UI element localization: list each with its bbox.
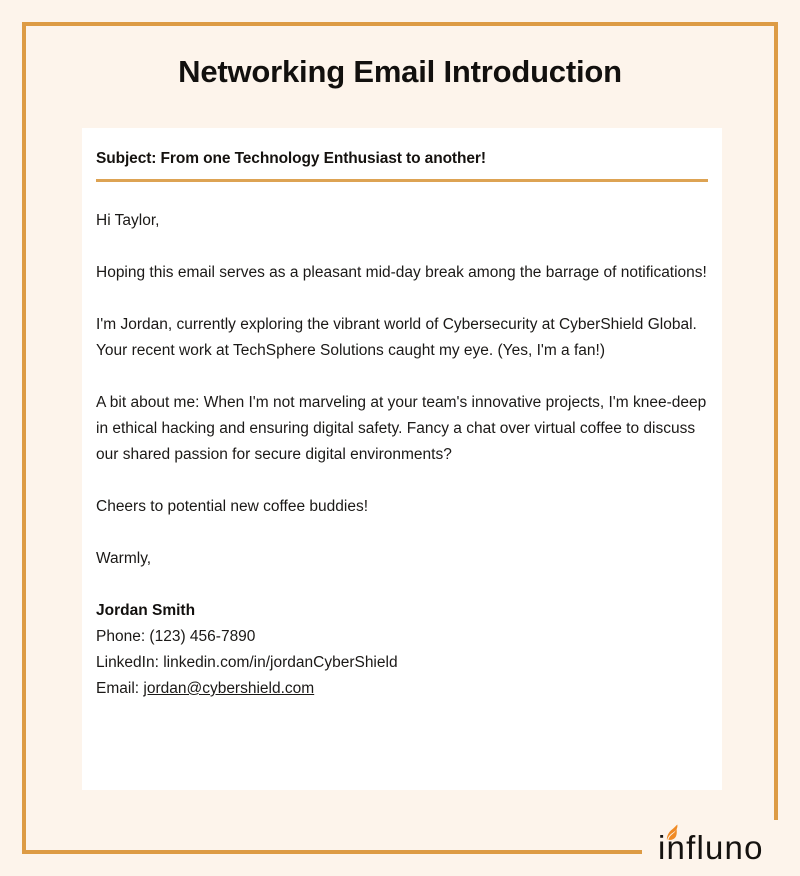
signature-email-link[interactable]: jordan@cybershield.com [143,680,315,697]
email-paragraph-2: I'm Jordan, currently exploring the vibrant world of Cybersecurity at CyberShield Global. Your recent work at TechSphere Solutions caught my eye. (Yes, I'm a fan!) [96,316,697,359]
frame-border-left [22,22,26,854]
signature-name: Jordan Smith [96,602,196,619]
email-paragraph-1: Hoping this email serves as a pleasant mid-day break among the barrage of notifications! [96,264,707,281]
email-card [82,128,722,790]
email-paragraph-3: A bit about me: When I'm not marveling at your team's innovative projects, I'm knee-deep in ethical hacking and ensuring digital safety. Fancy a chat over virtual coffee to discuss our shared passion for secure digital environments? [96,394,707,463]
email-signoff: Warmly, [96,550,152,567]
email-signature [96,598,708,702]
email-subject: Subject: From one Technology Enthusiast to another! [96,150,486,167]
frame-border-top [22,22,778,26]
subject-divider [96,179,708,182]
frame-border-right [774,22,778,820]
influno-logo [658,822,782,866]
influno-wordmark: influno [658,829,764,866]
page-title: Networking Email Introduction [178,54,622,89]
signature-email-label: Email: [96,680,144,697]
email-greeting: Hi Taylor, [96,212,160,229]
signature-linkedin: LinkedIn: linkedin.com/in/jordanCyberShield [96,654,398,671]
frame-border-bottom [22,850,642,854]
email-body [96,208,708,572]
signature-phone: Phone: (123) 456-7890 [96,628,256,645]
email-paragraph-4: Cheers to potential new coffee buddies! [96,498,369,515]
signature-email-row [96,676,708,702]
